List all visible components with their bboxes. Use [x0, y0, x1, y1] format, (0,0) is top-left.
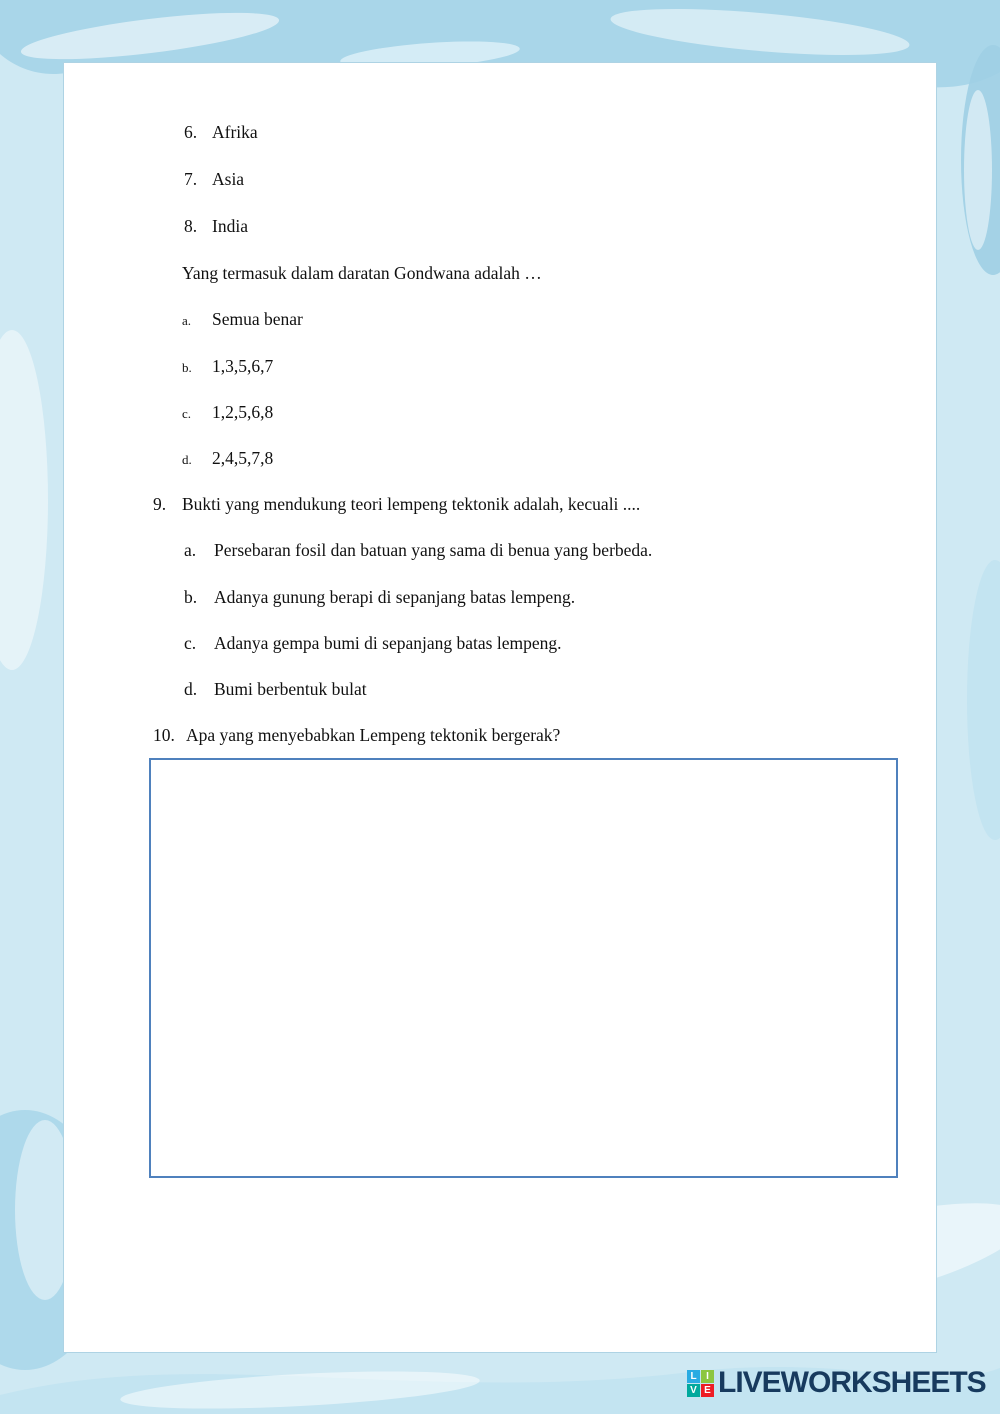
option-text: 1,2,5,6,8 [212, 402, 274, 422]
gondwana-prompt [182, 262, 542, 284]
gondwana-option-a[interactable] [182, 308, 303, 332]
question-9 [153, 493, 640, 515]
question-9-option-a[interactable] [184, 539, 652, 561]
item-text: India [212, 216, 248, 236]
option-letter: b. [182, 360, 192, 375]
list-item-6 [184, 121, 258, 143]
question-9-option-d[interactable] [184, 678, 367, 700]
question-text: Apa yang menyebabkan Lempeng tektonik bergerak? [186, 725, 561, 745]
option-letter: a. [184, 540, 197, 560]
option-text: Semua benar [212, 309, 303, 329]
gondwana-option-b[interactable] [182, 355, 273, 379]
item-number: 8. [184, 216, 198, 236]
logo-square-i: I [701, 1370, 714, 1383]
item-number: 6. [184, 122, 198, 142]
logo-square-e: E [701, 1384, 714, 1397]
option-letter: c. [184, 633, 197, 653]
liveworksheets-logo-icon [687, 1370, 714, 1397]
item-text: Asia [212, 169, 245, 189]
option-text: 2,4,5,7,8 [212, 448, 274, 468]
option-letter: d. [184, 679, 198, 699]
question-9-option-b[interactable] [184, 586, 575, 608]
question-9-option-c[interactable] [184, 632, 561, 654]
option-text: Adanya gunung berapi di sepanjang batas lempeng. [214, 587, 576, 607]
question-number: 10. [153, 725, 175, 745]
list-item-8 [184, 215, 248, 237]
logo-square-v: V [687, 1384, 700, 1397]
option-letter: b. [184, 587, 198, 607]
answer-input[interactable] [149, 758, 898, 1178]
option-text: Bumi berbentuk bulat [214, 679, 367, 699]
logo-wordmark: LIVEWORKSHEETS [718, 1366, 986, 1399]
logo-square-l: L [687, 1370, 700, 1383]
option-text: Persebaran fosil dan batuan yang sama di benua yang berbeda. [214, 540, 653, 560]
liveworksheets-logo [687, 1366, 986, 1400]
option-letter: a. [182, 313, 192, 328]
item-text: Afrika [212, 122, 258, 142]
worksheet-sheet [63, 62, 937, 1353]
gondwana-option-d[interactable] [182, 447, 273, 471]
gondwana-option-c[interactable] [182, 401, 273, 425]
prompt-text: Yang termasuk dalam daratan Gondwana adalah … [182, 263, 542, 283]
question-10 [153, 724, 560, 746]
question-number: 9. [153, 494, 167, 514]
option-letter: c. [182, 406, 192, 421]
option-text: 1,3,5,6,7 [212, 356, 274, 376]
list-item-7 [184, 168, 244, 190]
option-text: Adanya gempa bumi di sepanjang batas lempeng. [214, 633, 562, 653]
option-letter: d. [182, 452, 192, 467]
question-text: Bukti yang mendukung teori lempeng tektonik adalah, kecuali .... [182, 494, 641, 514]
item-number: 7. [184, 169, 198, 189]
